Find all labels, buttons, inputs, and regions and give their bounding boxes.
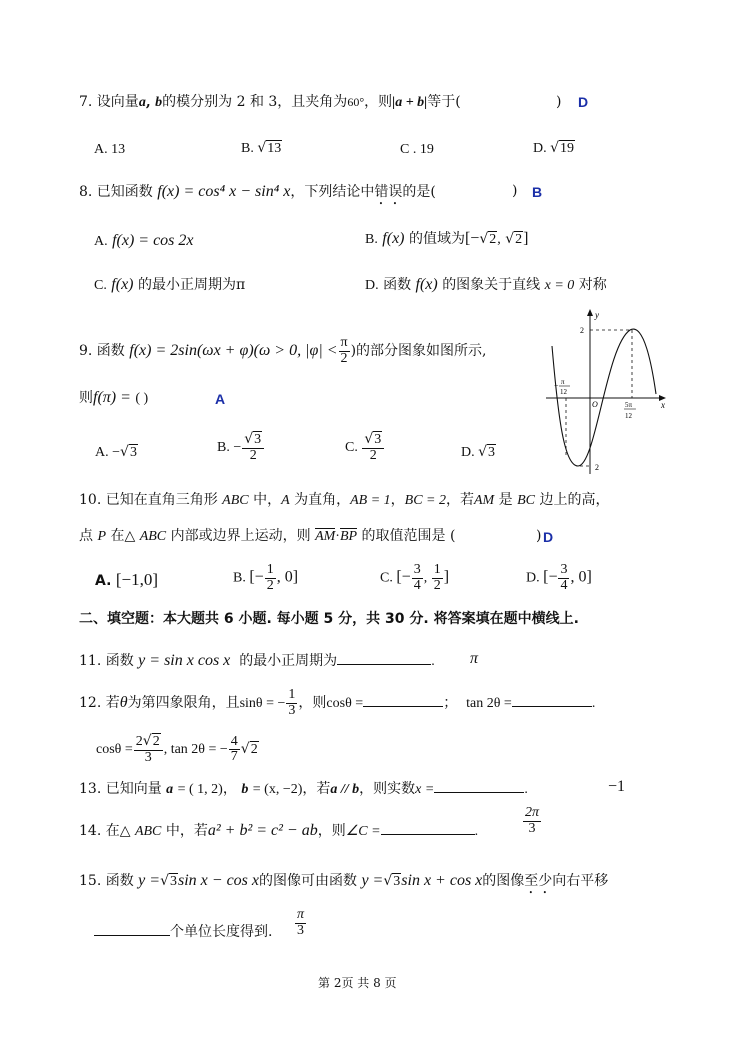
q8-option-b: B. f(x) 的值域为[−√2, √2] [365, 230, 529, 247]
right-frac-d: 12 [625, 412, 632, 420]
left-frac-n: π [561, 378, 565, 386]
q14-answer: $\frac{2\pi}{3}$ [525, 805, 540, 836]
q7-paren-close: ) [556, 94, 562, 110]
q13-stem: 13. 已知向量 a = ( 1, 2)， b = (x, −2)，若a // b，则实数x = . [79, 781, 528, 797]
q9-option-d: D. √3 [461, 444, 496, 460]
y-bottom-label: 2 [595, 463, 599, 472]
q9-stem: 9. 函数 f(x) = 2sin(ωx + φ)(ω > 0, |φ| < $\frac{\pi}{2}$ )的部分图象如图所示, [79, 335, 487, 366]
q11-answer: π [470, 650, 479, 667]
origin-label: O [592, 400, 598, 409]
y-axis-arrow [587, 309, 593, 316]
right-frac-n: 5π [625, 401, 633, 409]
q7-option-c: C . 19 [400, 142, 434, 157]
q9-option-c: C. $\frac{√3}{2}$ [345, 432, 385, 463]
y-label: y [595, 310, 599, 320]
q8-paren-close: ) [512, 183, 518, 199]
q15-blank[interactable] [94, 922, 170, 936]
q8-option-c: C. f(x) 的最小正周期为π [94, 276, 246, 293]
q15-answer: $\frac{\pi}{3}$ [297, 907, 305, 938]
q8-option-d: D. 函数 f(x) 的图象关于直线 x = 0 对称 [365, 276, 607, 293]
q14-blank[interactable] [381, 821, 475, 835]
q13-blank[interactable] [434, 779, 524, 793]
q9-option-b: B. − $\frac{√3}{2}$ [217, 432, 265, 463]
q10-line1: 10. 已知在直角三角形 ABC 中，A 为直角，AB = 1，BC = 2，若AM 是 BC 边上的高， [79, 492, 610, 508]
q8-stem: 8. 已知函数 f(x) = cos⁴ x − sin⁴ x，下列结论中错误的是( [79, 183, 436, 200]
q15-stem: 15. 函数 y =√3sin x − cos x的图像可由函数 y =√3sin x + cos x的图像至少向右平移 [79, 872, 609, 889]
section-2-heading: 二、填空题：本大题共 6 小题. 每小题 5 分，共 30 分. 将答案填在题中横线上. [79, 611, 579, 627]
q9-graph [540, 306, 670, 478]
y-top-label: 2 [580, 326, 584, 335]
q11-blank[interactable] [337, 651, 431, 665]
q9-option-a: A. −√3 [95, 444, 137, 460]
q9-ask: 则f(π) = ( ) [79, 389, 149, 406]
q12-blank-cos[interactable] [363, 693, 443, 707]
q10-option-a: A. [−1,0] [95, 570, 159, 589]
q7-option-b: B. √13 [241, 140, 282, 156]
q10-option-b: B. [− $\frac{1}{2}$ , 0] [233, 562, 299, 593]
q10-option-c: C. [− $\frac{3}{4}$ , $\frac{1}{2}$ ] [380, 562, 450, 593]
q12-answer: cosθ = $\frac{2√2}{3}$ , tan 2θ = − $\frac{4}{7}$ √2 [96, 733, 258, 765]
page-footer: 第 2页 共 8 页 [318, 976, 397, 990]
q10-line2: 点 P 在△ ABC 内部或边界上运动，则 AM·BP 的取值范围是 ( [79, 528, 456, 544]
q12-stem: 12. 若θ为第四象限角，且sinθ = − $\frac{1}{3}$ ，则cosθ = ； tan 2θ = . [79, 687, 596, 718]
q9-answer: A [215, 391, 226, 407]
q10-answer: D [543, 529, 554, 545]
q13-answer: −1 [608, 778, 626, 795]
q15-line2: 个单位长度得到. [94, 922, 272, 939]
q7-answer: D [578, 94, 589, 110]
q8-option-a: A. f(x) = cos 2x [94, 232, 194, 249]
q8-answer: B [532, 184, 543, 200]
left-minus: − [554, 381, 559, 390]
q10-option-d: D. [− $\frac{3}{4}$ , 0] [526, 562, 592, 593]
left-frac-d: 12 [560, 388, 567, 396]
x-label: x [661, 400, 665, 410]
q7-stem: 7. 设向量a, b的模分别为 2 和 3，且夹角为60°，则|a + b|等于( [79, 94, 461, 110]
q10-paren-close: ) [536, 528, 542, 544]
q12-blank-tan[interactable] [512, 693, 592, 707]
q7-option-a: A. 13 [94, 142, 126, 157]
q7-option-d: D. √19 [533, 140, 575, 156]
q14-stem: 14. 在△ ABC 中，若a² + b² = c² − ab，则∠C = . [79, 822, 479, 839]
q11-stem: 11. 函数 y = sin x cos x 的最小正周期为 . [79, 652, 435, 669]
